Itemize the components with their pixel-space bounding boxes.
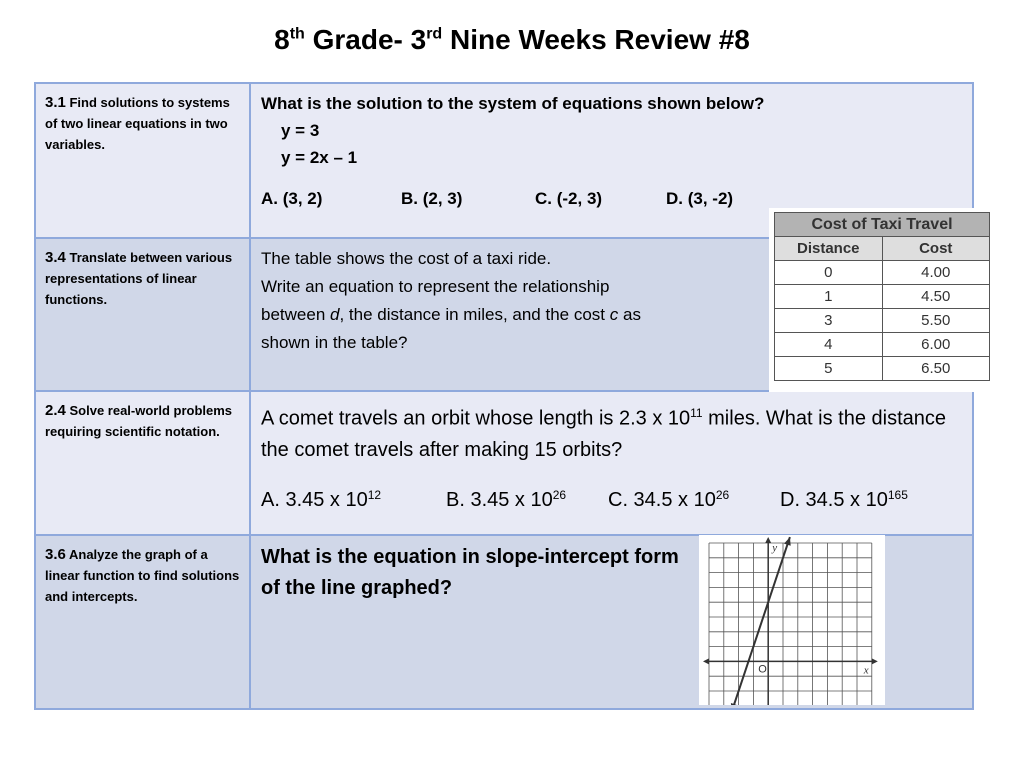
question-line: between d, the distance in miles, and the cost c as xyxy=(261,305,641,324)
y-axis-label: y xyxy=(772,542,778,554)
line-arrow-top xyxy=(784,537,791,546)
standard-text: Find solutions to systems of two linear equations in two variables. xyxy=(45,95,230,152)
answer-choice: D. (3, -2) xyxy=(666,189,734,208)
table-row xyxy=(35,391,973,535)
taxi-cost-table xyxy=(774,212,990,381)
table-row xyxy=(775,261,990,285)
x-axis-left-arrow xyxy=(703,658,709,664)
standard-number: 3.1 xyxy=(45,94,66,111)
standard-text: Analyze the graph of a linear function to find solutions and intercepts. xyxy=(45,547,240,604)
question-cell xyxy=(250,391,973,535)
question-line: shown in the table? xyxy=(261,333,408,352)
answer-choice: D. 34.5 x $10^{165}$ xyxy=(780,487,908,512)
standard-number: 3.4 xyxy=(45,249,66,266)
table-row xyxy=(775,285,990,309)
table-row xyxy=(775,309,990,333)
standard-number: 3.6 xyxy=(45,546,66,563)
line-graph xyxy=(699,535,885,705)
standard-cell xyxy=(35,535,250,709)
taxi-table-caption: Cost of Taxi Travel xyxy=(775,213,990,237)
answer-choice: B. 3.45 x $10^{26}$ xyxy=(446,487,567,512)
distance-cell: 0 xyxy=(775,261,883,285)
standard-text: Solve real-world problems requiring scientific notation. xyxy=(45,403,233,439)
question-line: Write an equation to represent the relationship xyxy=(261,277,610,296)
distance-cell: 4 xyxy=(775,333,883,357)
standard-number: 2.4 xyxy=(45,402,66,419)
cost-cell: 6.50 xyxy=(882,357,990,381)
table-row xyxy=(775,333,990,357)
answer-choice: C. 34.5 x $10^{26}$ xyxy=(608,487,730,512)
answer-choice: B. (2, 3) xyxy=(401,189,463,208)
answer-choice: C. (-2, 3) xyxy=(535,189,603,208)
cost-cell: 5.50 xyxy=(882,309,990,333)
cost-cell: 6.00 xyxy=(882,333,990,357)
distance-cell: 1 xyxy=(775,285,883,309)
taxi-cost-table-image xyxy=(769,208,995,392)
graph-grid xyxy=(709,543,872,705)
y-axis-top-arrow xyxy=(765,537,771,543)
table-row xyxy=(775,357,990,381)
column-header-cost: Cost xyxy=(882,237,990,261)
equation-line: y = 2x – 1 xyxy=(281,148,358,167)
distance-cell: 3 xyxy=(775,309,883,333)
question-text: A comet travels an orbit whose length is 2.3 x $10^{11}$ miles. What is the distance the comet travels after making 15 orbits? xyxy=(261,406,947,461)
line-graph-image xyxy=(699,535,885,705)
column-header-distance: Distance xyxy=(775,237,883,261)
x-axis-right-arrow xyxy=(872,658,878,664)
answer-choice: A. (3, 2) xyxy=(261,189,323,208)
cost-cell: 4.50 xyxy=(882,285,990,309)
graphed-line xyxy=(732,537,790,705)
distance-cell: 5 xyxy=(775,357,883,381)
x-axis-label: x xyxy=(863,664,869,677)
origin-label: O xyxy=(758,663,767,676)
answer-choice: A. 3.45 x $10^{12}$ xyxy=(261,487,382,512)
answer-choices xyxy=(261,488,964,513)
question-text: What is the equation in slope-intercept form of the line graphed? xyxy=(261,546,679,599)
page-title: 8th Grade- 3rd Nine Weeks Review #8 xyxy=(274,24,750,55)
standard-text: Translate between various representations of linear functions. xyxy=(45,250,233,307)
standard-cell xyxy=(35,391,250,535)
equation-line: y = 3 xyxy=(281,121,320,140)
question-text: What is the solution to the system of equations shown below? xyxy=(261,94,765,113)
standard-cell xyxy=(35,238,250,391)
standard-cell xyxy=(35,83,250,238)
cost-cell: 4.00 xyxy=(882,261,990,285)
question-line: The table shows the cost of a taxi ride. xyxy=(261,249,552,268)
